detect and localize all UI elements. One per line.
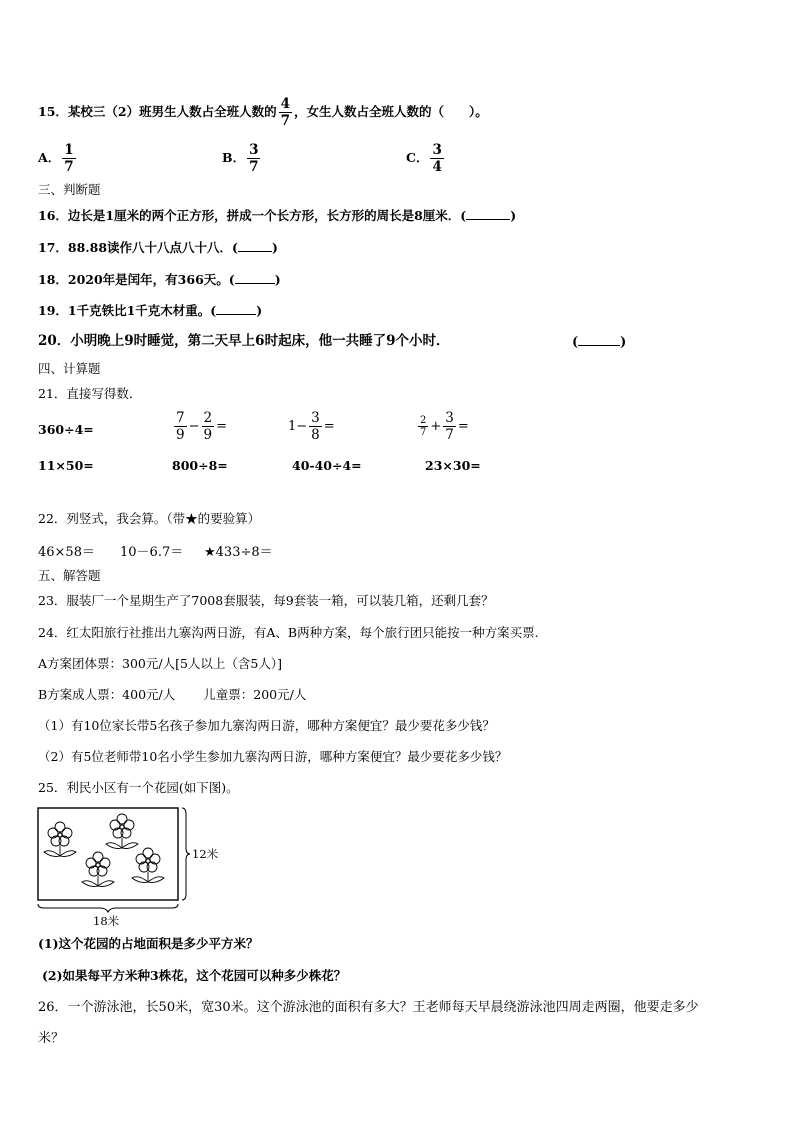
q26-line-2: 米？ — [38, 1031, 65, 1046]
q15-stem — [38, 96, 488, 129]
flower-icon — [82, 852, 114, 887]
q20-text: 20．小明晚上9时睡觉，第二天早上6时起床，他一共睡了9个小时． — [38, 333, 450, 349]
q19 — [38, 302, 262, 319]
q17-answer-blank[interactable] — [238, 239, 272, 252]
flower-icon — [106, 814, 138, 849]
calc2-den2: 9 — [203, 427, 213, 443]
calc4-den2: 7 — [445, 427, 454, 443]
q19-answer-blank[interactable] — [216, 302, 256, 315]
option-c-den: 4 — [432, 159, 442, 175]
section-3-heading: 三、判断题 — [38, 182, 101, 197]
calc2-num1: 7 — [176, 410, 185, 426]
q24-plan-b-child: 儿童票：200元/人 — [203, 687, 307, 702]
garden-diagram — [36, 804, 236, 924]
option-c-label: C． — [406, 150, 429, 165]
q15-frac-den: 7 — [280, 113, 290, 129]
calc-40-minus: 40-40÷4= — [292, 458, 362, 473]
option-a-num: 1 — [64, 142, 74, 158]
q25-title: 25．利民小区有一个花园(如下图)。 — [38, 780, 239, 795]
q15-fraction — [279, 96, 292, 129]
calc-11-times-50: 11×50= — [38, 458, 94, 473]
q15-text-a: 15．某校三（2）班男生人数占全班人数的 — [38, 104, 277, 119]
garden-width-label: 18米 — [93, 914, 120, 928]
q22-expr-1: 46×58＝ — [38, 545, 95, 560]
q18-answer-blank[interactable] — [235, 271, 275, 284]
calc4-eq: = — [457, 419, 469, 434]
q16-paren-close: ) — [510, 208, 517, 223]
q20-paren-open: ( — [572, 335, 579, 350]
q24-plan-a: A方案团体票：300元/人[5人以上（含5人）] — [38, 656, 283, 671]
q24-sub-1: （1）有10位家长带5名孩子参加九寨沟两日游，哪种方案便宜？最少要花多少钱？ — [38, 718, 495, 733]
q19-paren-close: ) — [256, 303, 263, 318]
calc4-num2: 3 — [445, 410, 454, 426]
q25-sub-1: (1)这个花园的占地面积是多少平方米？ — [38, 936, 259, 951]
q20-paren-close: ) — [620, 335, 627, 350]
q22-expr-2: 10－6.7＝ — [120, 545, 184, 560]
q22-title: 22．列竖式，我会算。（带★的要验算） — [38, 511, 261, 526]
calc3-num: 3 — [311, 410, 320, 426]
calc4-num1: 2 — [420, 415, 427, 426]
q23: 23．服装厂一个星期生产了7008套服装，每9套装一箱，可以装几箱，还剩几套？ — [38, 593, 494, 608]
section-4-heading: 四、计算题 — [38, 361, 101, 376]
width-brace — [38, 904, 178, 912]
calc-one-minus-fraction — [288, 410, 335, 443]
calc2-op: − — [188, 419, 200, 434]
q22-expr-3: ★433÷8＝ — [204, 545, 273, 560]
option-a-label: A． — [38, 150, 61, 165]
calc-800-div-8: 800÷8= — [172, 458, 228, 473]
q15-option-b[interactable] — [222, 142, 262, 175]
flower-icon — [44, 822, 76, 857]
q26-line-1: 26．一个游泳池，长50米，宽30米。这个游泳池的面积有多大？王老师每天早晨绕游泳池四周走两圈，他要走多少 — [38, 1000, 699, 1015]
calc3-eq: = — [323, 419, 335, 434]
q19-text: 19．1千克铁比1千克木材重。( — [38, 303, 217, 318]
q24-plan-b-adult: B方案成人票：400元/人 — [38, 687, 176, 702]
q15-text-b: ，女生人数占全班人数的（ ）。 — [294, 104, 488, 119]
flower-icon — [132, 848, 164, 883]
calc2-num2: 2 — [203, 410, 213, 426]
q15-option-c[interactable] — [406, 142, 446, 175]
q18-paren-close: ) — [274, 272, 281, 287]
q21-title: 21．直接写得数． — [38, 386, 142, 401]
q25-sub-2: (2)如果每平方米种3株花，这个花园可以种多少株花？ — [42, 968, 347, 983]
calc4-op: + — [430, 419, 442, 434]
q17-paren-close: ) — [271, 240, 278, 255]
option-a-fraction — [62, 142, 75, 175]
q24-sub-2: （2）有5位老师带10名小学生参加九寨沟两日游，哪种方案便宜？最少要花多少钱？ — [38, 749, 508, 764]
option-b-den: 7 — [249, 159, 259, 175]
q24-plan-b — [38, 687, 306, 703]
option-c-num: 3 — [432, 142, 442, 158]
section-5-heading: 五、解答题 — [38, 568, 101, 583]
calc-360-div-4: 360÷4= — [38, 422, 94, 437]
q16 — [38, 207, 516, 224]
q17-text: 17．88.88读作八十八点八十八．( — [38, 240, 238, 255]
calc4-den1: 7 — [420, 427, 427, 438]
q18 — [38, 271, 281, 288]
option-b-fraction — [247, 142, 260, 175]
height-brace — [182, 808, 190, 900]
q15-frac-num: 4 — [280, 96, 290, 112]
garden-figure — [36, 804, 236, 924]
q16-text: 16．边长是1厘米的两个正方形，拼成一个长方形，长方形的周长是8厘米．( — [38, 208, 467, 223]
garden-height-label: 12米 — [192, 847, 219, 861]
q20 — [38, 333, 449, 349]
calc-fraction-addition — [416, 410, 469, 443]
q20-answer — [572, 333, 626, 350]
calc2-eq: = — [216, 419, 227, 434]
option-c-fraction — [430, 142, 443, 175]
q18-text: 18．2020年是闰年，有366天。( — [38, 272, 235, 287]
calc-fraction-subtraction — [172, 410, 227, 443]
q20-answer-blank[interactable] — [578, 333, 620, 346]
q17 — [38, 239, 278, 256]
option-b-num: 3 — [249, 142, 259, 158]
calc3-den: 8 — [311, 427, 320, 443]
option-a-den: 7 — [64, 159, 74, 175]
q24-title: 24．红太阳旅行社推出九寨沟两日游，有A、B两种方案，每个旅行团只能按一种方案买票. — [38, 625, 539, 640]
calc-23-times-30: 23×30= — [425, 458, 481, 473]
calc3-pre: 1− — [288, 419, 308, 434]
q16-answer-blank[interactable] — [466, 207, 510, 220]
option-b-label: B． — [222, 150, 246, 165]
calc2-den1: 9 — [176, 427, 185, 443]
q15-option-a[interactable] — [38, 142, 78, 175]
